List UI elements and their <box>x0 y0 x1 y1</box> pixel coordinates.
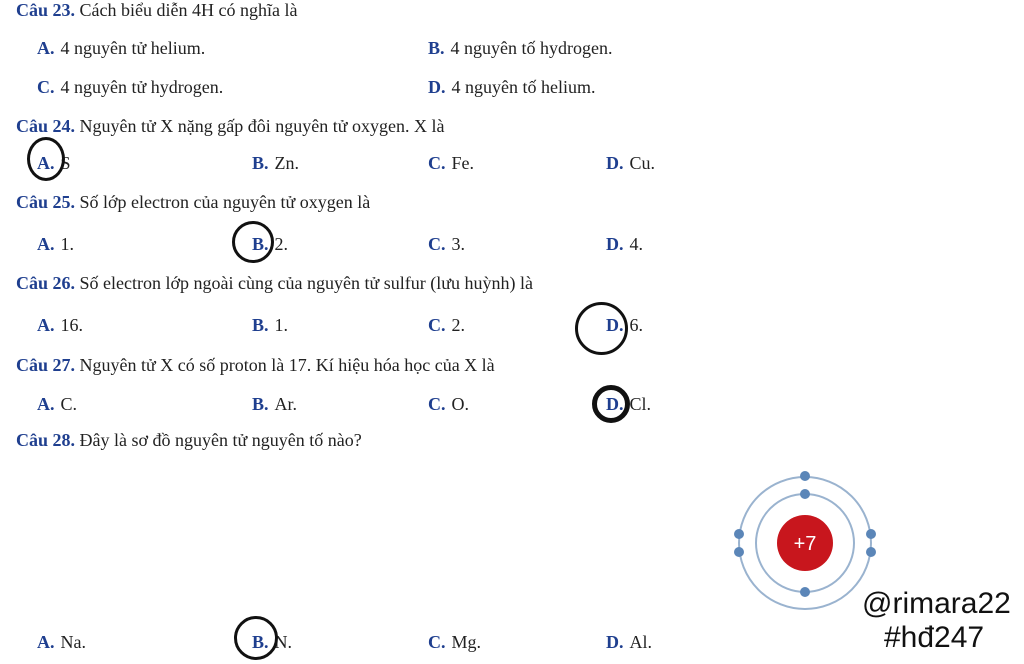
option-text: 16. <box>60 315 83 335</box>
question-23-option-b <box>428 38 613 59</box>
question-prompt: Đây là sơ đồ nguyên tử nguyên tố nào? <box>79 430 362 450</box>
question-23-option-c <box>37 77 223 98</box>
option-letter: B. <box>428 38 445 58</box>
option-text: Na. <box>60 632 86 652</box>
option-text: 4 nguyên tố hydrogen. <box>450 38 613 58</box>
question-26-text <box>16 273 533 294</box>
option-letter: B. <box>252 153 269 173</box>
option-text: 2. <box>451 315 465 335</box>
question-24-option-d <box>606 153 655 174</box>
question-28-option-a <box>37 632 86 653</box>
question-number: Câu 27. <box>16 355 76 375</box>
question-27-option-c <box>428 394 469 415</box>
question-25-option-c <box>428 234 465 255</box>
option-letter: D. <box>428 77 446 97</box>
option-text: 2. <box>274 234 289 254</box>
option-text: 6. <box>629 315 643 335</box>
question-27-option-b <box>252 394 297 415</box>
question-number: Câu 23. <box>16 0 76 20</box>
answer-circle-28 <box>234 616 278 660</box>
option-letter: D. <box>606 394 624 414</box>
option-text: Fe. <box>451 153 474 173</box>
option-text: Cl. <box>629 394 652 414</box>
option-text: Zn. <box>274 153 300 173</box>
electron <box>734 547 744 557</box>
question-25-text <box>16 192 370 213</box>
option-letter: A. <box>37 234 55 254</box>
option-text: 4. <box>629 234 643 254</box>
nucleus-charge-label: +7 <box>793 533 817 555</box>
option-text: Cu. <box>629 153 656 173</box>
option-letter: C. <box>428 394 446 414</box>
question-24-option-b <box>252 153 299 174</box>
option-letter: C. <box>37 77 55 97</box>
question-24-text <box>16 116 444 137</box>
question-prompt: Số electron lớp ngoài cùng của nguyên tử sulfur (lưu huỳnh) là <box>79 273 533 293</box>
answer-circle-24 <box>27 137 65 181</box>
question-23-text <box>16 0 297 21</box>
option-letter: D. <box>606 632 624 652</box>
option-text: N. <box>274 632 293 652</box>
question-26-option-b <box>252 315 288 336</box>
option-text: Ar. <box>274 394 298 414</box>
question-26-option-c <box>428 315 465 336</box>
question-28-option-d <box>606 632 652 653</box>
option-letter: B. <box>252 394 269 414</box>
option-letter: C. <box>428 153 446 173</box>
question-prompt: Số lớp electron của nguyên tử oxygen là <box>79 192 371 212</box>
electron <box>800 489 810 499</box>
question-27-text <box>16 355 495 376</box>
question-number: Câu 24. <box>16 116 76 136</box>
option-letter: C. <box>428 315 446 335</box>
option-letter: A. <box>37 632 55 652</box>
electron <box>866 547 876 557</box>
question-number: Câu 26. <box>16 273 76 293</box>
option-text: 4 nguyên tử helium. <box>60 38 206 58</box>
option-text: 4 nguyên tử hydrogen. <box>60 77 224 97</box>
option-text: O. <box>451 394 469 414</box>
electron <box>866 529 876 539</box>
question-28-option-c <box>428 632 481 653</box>
option-text: 4 nguyên tố helium. <box>451 77 596 97</box>
option-text: Mg. <box>451 632 482 652</box>
question-25-option-a <box>37 234 74 255</box>
option-letter: A. <box>37 38 55 58</box>
question-25-option-d <box>606 234 643 255</box>
option-letter: D. <box>606 315 624 335</box>
electron <box>800 471 810 481</box>
question-26-option-a <box>37 315 83 336</box>
option-letter: A. <box>37 315 55 335</box>
question-27-option-a <box>37 394 77 415</box>
question-number: Câu 25. <box>16 192 76 212</box>
question-prompt: Nguyên tử X có số proton là 17. Kí hiệu hóa học của X là <box>79 355 495 375</box>
option-letter: B. <box>252 234 269 254</box>
option-text: 1. <box>274 315 289 335</box>
watermark-tag: #hđ247 <box>884 621 985 654</box>
question-23-option-d <box>428 77 595 98</box>
option-text: Al. <box>629 632 652 652</box>
option-letter: D. <box>606 234 624 254</box>
option-text: 1. <box>60 234 74 254</box>
electron <box>800 587 810 597</box>
watermark-handle: @rimara22 <box>862 587 1011 620</box>
question-23 <box>0 0 1024 30</box>
atom-diagram <box>728 466 883 621</box>
answer-circle-26 <box>575 302 628 355</box>
option-letter: B. <box>252 632 269 652</box>
question-number: Câu 28. <box>16 430 76 450</box>
option-letter: B. <box>252 315 269 335</box>
option-letter: C. <box>428 234 446 254</box>
answer-circle-27 <box>592 385 630 423</box>
electron <box>734 529 744 539</box>
answer-circle-25 <box>232 221 274 263</box>
question-prompt: Nguyên tử X nặng gấp đôi nguyên tử oxygen. X là <box>79 116 445 136</box>
option-text: 3. <box>451 234 465 254</box>
question-23-option-a <box>37 38 205 59</box>
option-text: C. <box>60 394 78 414</box>
option-text: S <box>60 153 71 173</box>
question-28-text <box>16 430 362 451</box>
question-prompt: Cách biểu diễn 4H có nghĩa là <box>79 0 298 20</box>
option-letter: D. <box>606 153 624 173</box>
option-letter: A. <box>37 153 55 173</box>
question-24-option-c <box>428 153 474 174</box>
option-letter: C. <box>428 632 446 652</box>
option-letter: A. <box>37 394 55 414</box>
